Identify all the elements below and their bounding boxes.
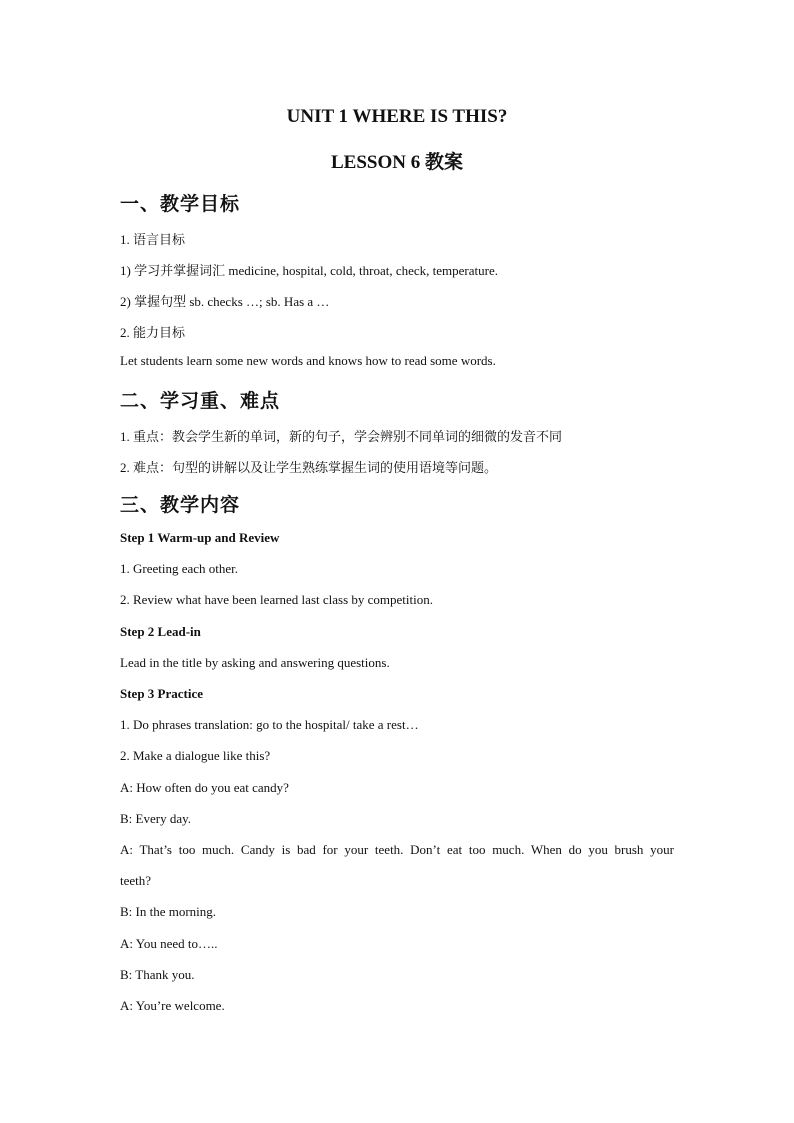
- step-item: 2. Review what have been learned last class by competition.: [120, 592, 433, 607]
- dialogue-line: B: In the morning.: [120, 904, 217, 919]
- objective-item: 2. 能力目标: [120, 325, 186, 340]
- objective-item: 1. 语言目标: [120, 232, 186, 247]
- dialogue-line: A: That’s too much. Candy is bad for your teeth. Don’t eat too much. When do you brush your: [120, 842, 674, 857]
- step-heading: Step 1 Warm-up and Review: [120, 530, 280, 545]
- step-item: 2. Make a dialogue like this?: [120, 748, 271, 763]
- step-item: Lead in the title by asking and answering questions.: [120, 655, 390, 670]
- dialogue-line: B: Every day.: [120, 811, 191, 826]
- step-item: 1. Do phrases translation: go to the hospital/ take a rest…: [120, 717, 419, 732]
- dialogue-line: A: How often do you eat candy?: [120, 780, 289, 795]
- key-point-item: 2. 难点：句型的讲解以及让学生熟练掌握生词的使用语境等问题。: [120, 460, 498, 475]
- dialogue-line: B: Thank you.: [120, 967, 195, 982]
- objective-item: 1) 学习并掌握词汇 medicine, hospital, cold, throat, check, temperature.: [120, 263, 498, 278]
- step-heading: Step 2 Lead-in: [120, 624, 201, 639]
- dialogue-line: A: You need to…..: [120, 936, 218, 951]
- key-point-item: 1. 重点：教会学生新的单词，新的句子，学会辨别不同单词的细微的发音不同: [120, 429, 563, 444]
- step-item: 1. Greeting each other.: [120, 561, 239, 576]
- document-subtitle: LESSON 6 教案: [331, 152, 463, 173]
- objective-item: 2) 掌握句型 sb. checks …; sb. Has a …: [120, 294, 330, 309]
- section-heading-content: 三、教学内容: [120, 495, 241, 516]
- section-heading-key-points: 二、学习重、难点: [120, 391, 281, 412]
- objective-item: Let students learn some new words and knows how to read some words.: [120, 353, 496, 368]
- section-heading-objectives: 一、教学目标: [120, 194, 241, 215]
- dialogue-line: A: You’re welcome.: [120, 998, 225, 1013]
- step-heading: Step 3 Practice: [120, 686, 204, 701]
- document-title: UNIT 1 WHERE IS THIS?: [286, 106, 508, 127]
- dialogue-line: teeth?: [120, 873, 152, 888]
